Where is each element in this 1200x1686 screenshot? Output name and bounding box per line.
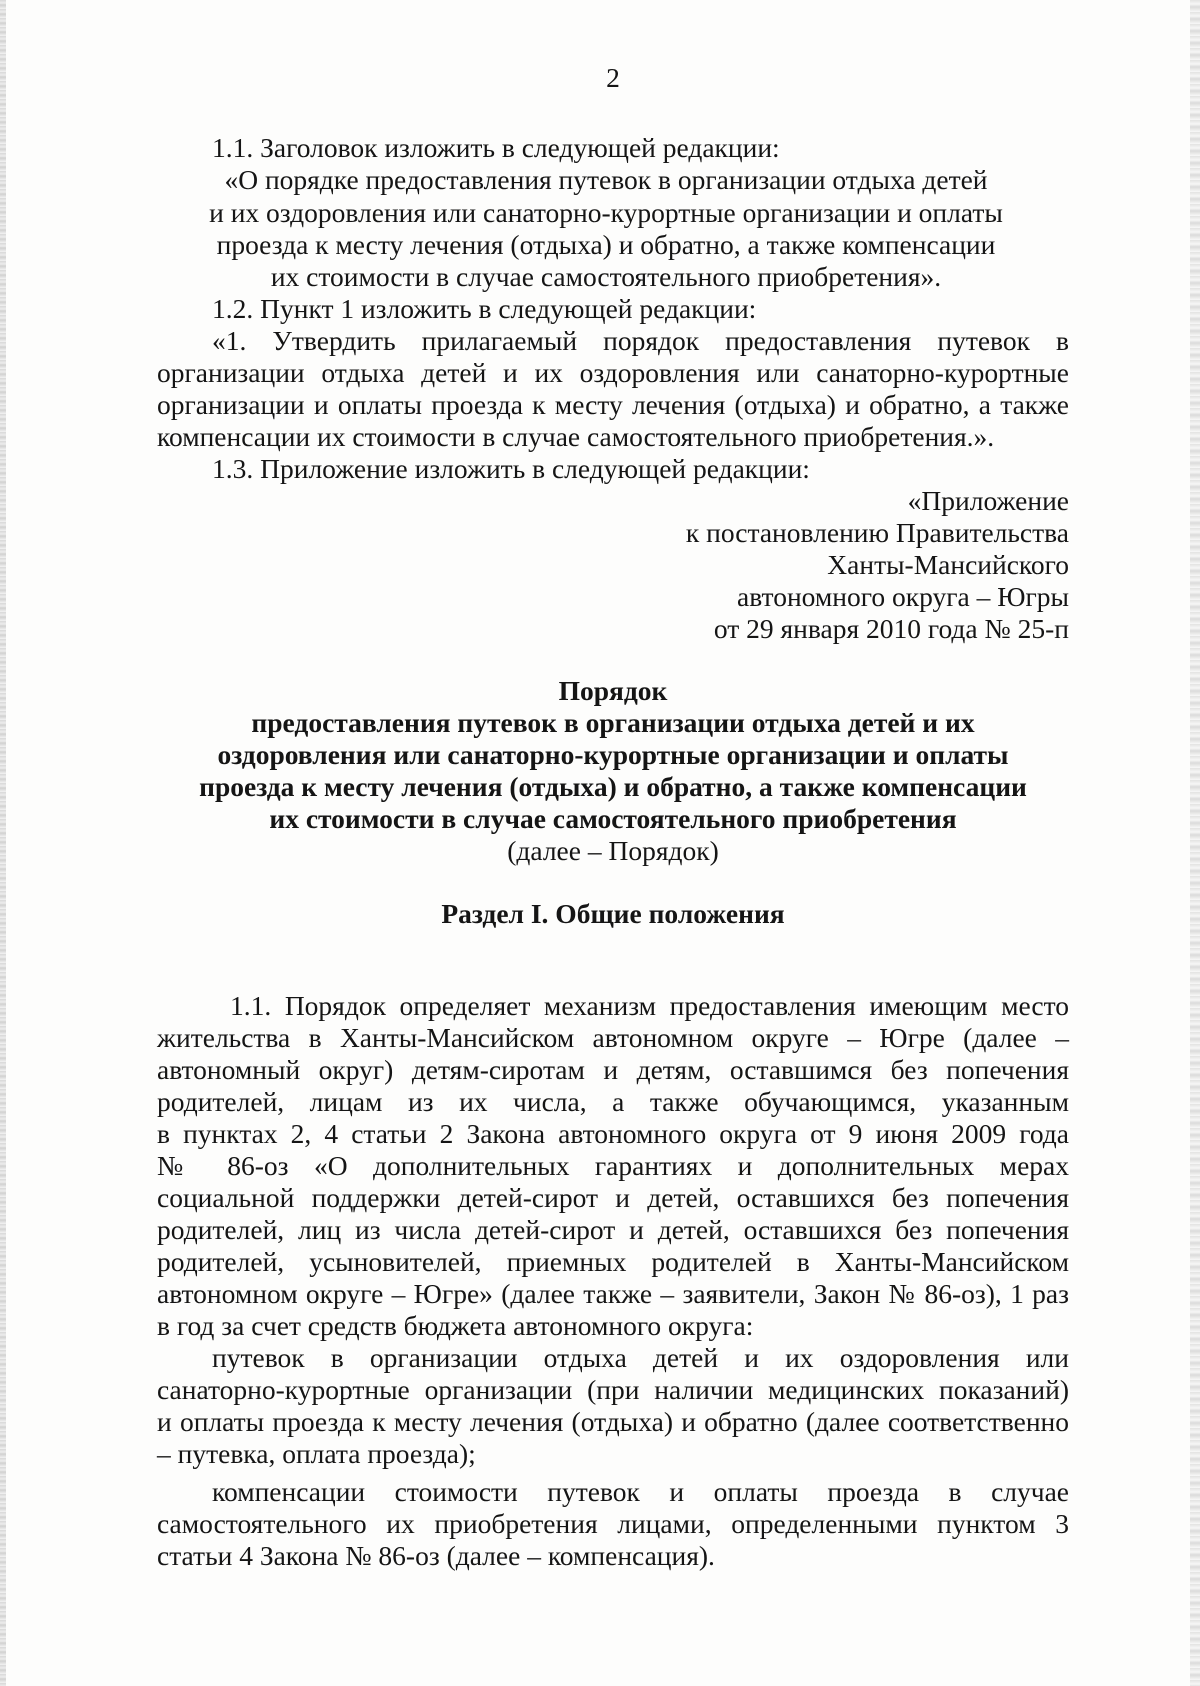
scan-edge-right [1190, 0, 1200, 1686]
appendix-header-line: автономного округа – Югры [737, 581, 1069, 612]
section-body-line: путевок в организации отдыха детей и их оздоровления или [212, 1342, 1069, 1373]
new-title-line: их стоимости в случае самостоятельного приобретения». [270, 261, 942, 292]
section-body-line: родителей, усыновителей, приемных родителей в Ханты-Мансийском [157, 1246, 1069, 1277]
appendix-header-line: к постановлению Правительства [685, 517, 1069, 548]
amendment-1-2-text-line: организации и оплаты проезда к месту лечения (отдыха) и обратно, а также [157, 389, 1069, 420]
order-title-line: их стоимости в случае самостоятельного приобретения [269, 803, 957, 834]
new-title-line: проезда к месту лечения (отдыха) и обратно, а также компенсации [216, 229, 996, 260]
appendix-header-line: «Приложение [907, 485, 1069, 516]
section-body-line: автономном округе – Югре» (далее также – заявители, Закон № 86-оз), 1 раз [157, 1278, 1069, 1309]
appendix-header-line: Ханты-Мансийского [827, 549, 1069, 580]
page-number: 2 [606, 62, 620, 93]
section-body-line: самостоятельного их приобретения лицами, определенными пунктом 3 [157, 1508, 1069, 1539]
section-body-line: № 86-оз «О дополнительных гарантиях и дополнительных мерах [157, 1150, 1069, 1181]
amendment-1-2-text-line: организации отдыха детей и их оздоровления или санаторно-курортные [157, 357, 1069, 388]
section-body-line: родителей, лицам из их числа, а также обучающимся, указанным [157, 1086, 1069, 1117]
section-body-line: социальной поддержки детей-сирот и детей, оставшихся без попечения [157, 1182, 1069, 1213]
section-body-line: – путевка, оплата проезда); [157, 1438, 476, 1469]
section-body-line: статьи 4 Закона № 86-оз (далее – компенсация). [157, 1540, 715, 1571]
section-body-line: в пунктах 2, 4 статьи 2 Закона автономного округа от 9 июня 2009 года [157, 1118, 1069, 1149]
section-body-line: санаторно-курортные организации (при наличии медицинских показаний) [157, 1374, 1069, 1405]
section-title: Раздел I. Общие положения [441, 898, 785, 929]
new-title-line: и их оздоровления или санаторно-курортные организации и оплаты [209, 197, 1003, 228]
amendment-1-2-intro: 1.2. Пункт 1 изложить в следующей редакции: [212, 293, 757, 324]
section-body-line: в год за счет средств бюджета автономного округа: [157, 1310, 754, 1341]
amendment-1-3-intro: 1.3. Приложение изложить в следующей редакции: [212, 453, 810, 484]
order-subtitle: (далее – Порядок) [507, 835, 719, 866]
order-title-line: проезда к месту лечения (отдыха) и обратно, а также компенсации [199, 771, 1027, 802]
section-body-line: родителей, лиц из числа детей-сирот и детей, оставшихся без попечения [157, 1214, 1069, 1245]
order-heading: Порядок [558, 675, 668, 706]
section-body-line: компенсации стоимости путевок и оплаты проезда в случае [212, 1476, 1069, 1507]
section-body-line: жительства в Ханты-Мансийском автономном округе – Югре (далее – [157, 1022, 1069, 1053]
scan-edge-left [0, 0, 6, 1686]
order-title-line: предоставления путевок в организации отдыха детей и их [251, 707, 975, 738]
section-body-line: автономный округ) детям-сиротам и детям, оставшимся без попечения [157, 1054, 1069, 1085]
new-title-line: «О порядке предоставления путевок в организации отдыха детей [224, 164, 988, 195]
order-title-line: оздоровления или санаторно-курортные организации и оплаты [217, 739, 1009, 770]
appendix-header-line: от 29 января 2010 года № 25-п [713, 613, 1069, 644]
amendment-1-1-intro: 1.1. Заголовок изложить в следующей редакции: [212, 132, 780, 163]
section-body-line: и оплаты проезда к месту лечения (отдыха) и обратно (далее соответственно [157, 1406, 1069, 1437]
section-body-line: 1.1. Порядок определяет механизм предоставления имеющим место [230, 990, 1069, 1021]
amendment-1-2-text-line: компенсации их стоимости в случае самостоятельного приобретения.». [157, 421, 995, 452]
amendment-1-2-text-line: «1. Утвердить прилагаемый порядок предоставления путевок в [212, 325, 1069, 356]
